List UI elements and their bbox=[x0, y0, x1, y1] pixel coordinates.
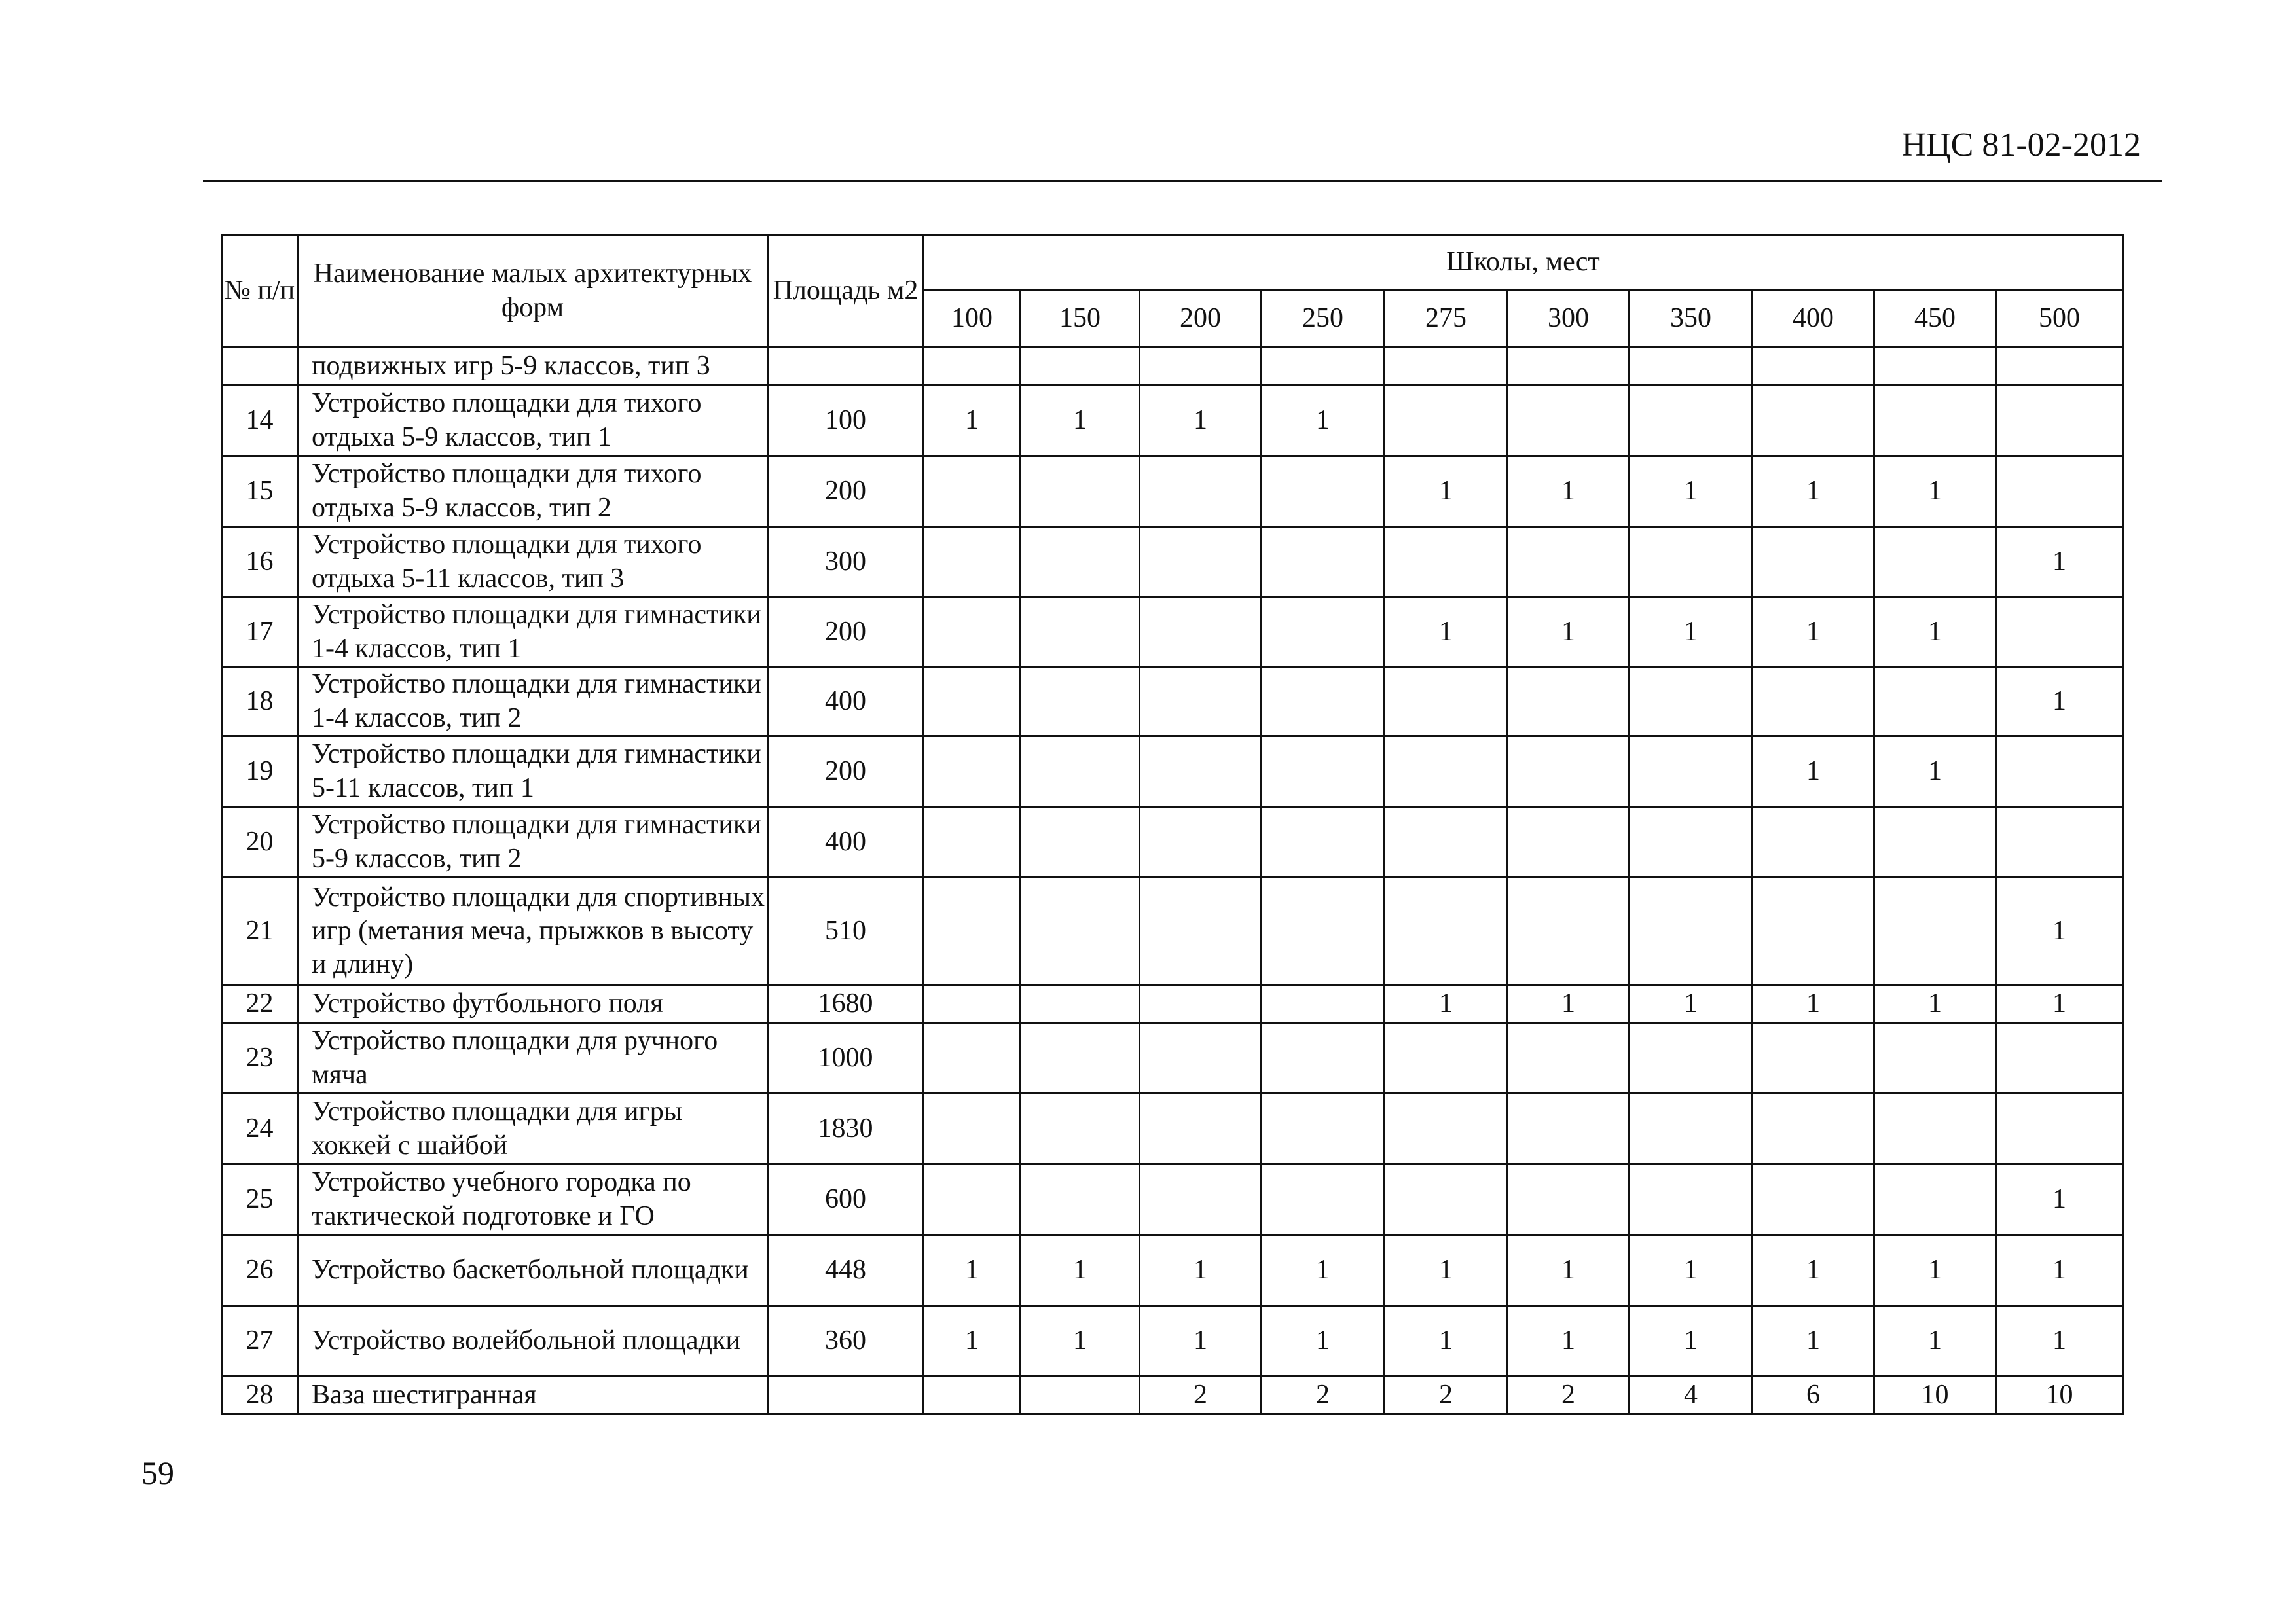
row-value-cell: 1 bbox=[1874, 1235, 1996, 1306]
row-value-cell: 1 bbox=[1996, 878, 2123, 985]
row-area-cell: 360 bbox=[768, 1306, 924, 1377]
row-number-cell: 24 bbox=[222, 1094, 298, 1164]
row-value-cell bbox=[1262, 348, 1385, 386]
row-value-cell bbox=[1262, 878, 1385, 985]
row-name-cell: Устройство площадки для тихого отдыха 5-11 классов, тип 3 bbox=[298, 527, 768, 598]
row-value-cell: 1 bbox=[1262, 1306, 1385, 1377]
row-value-cell: 1 bbox=[1140, 1235, 1262, 1306]
row-value-cell bbox=[1385, 667, 1508, 736]
row-name-cell: Устройство площадки для гимнастики 1-4 классов, тип 1 bbox=[298, 598, 768, 667]
row-value-cell bbox=[1874, 386, 1996, 456]
row-value-cell: 1 bbox=[1385, 456, 1508, 527]
row-value-cell bbox=[1021, 598, 1140, 667]
row-value-cell: 6 bbox=[1753, 1377, 1874, 1415]
row-value-cell: 1 bbox=[1508, 985, 1630, 1023]
row-number-cell: 16 bbox=[222, 527, 298, 598]
row-value-cell bbox=[1753, 1094, 1874, 1164]
row-value-cell bbox=[924, 348, 1021, 386]
page-number: 59 bbox=[141, 1454, 174, 1491]
header-capacity: 500 bbox=[1996, 290, 2123, 348]
row-name-cell: Устройство баскетбольной площадки bbox=[298, 1235, 768, 1306]
row-value-cell bbox=[924, 807, 1021, 878]
table-row bbox=[222, 1235, 2123, 1306]
row-value-cell bbox=[1996, 1094, 2123, 1164]
row-area-cell: 100 bbox=[768, 386, 924, 456]
row-value-cell bbox=[924, 1094, 1021, 1164]
header-capacity: 450 bbox=[1874, 290, 1996, 348]
row-value-cell bbox=[1996, 386, 2123, 456]
row-value-cell: 4 bbox=[1630, 1377, 1753, 1415]
row-area-cell: 1680 bbox=[768, 985, 924, 1023]
header-capacity: 250 bbox=[1262, 290, 1385, 348]
row-area-cell: 1000 bbox=[768, 1023, 924, 1094]
row-number-cell: 20 bbox=[222, 807, 298, 878]
row-area-cell bbox=[768, 348, 924, 386]
row-area-cell: 600 bbox=[768, 1164, 924, 1235]
table-row bbox=[222, 598, 2123, 667]
header-num: № п/п bbox=[222, 235, 298, 348]
row-value-cell bbox=[1508, 807, 1630, 878]
row-value-cell bbox=[1874, 1164, 1996, 1235]
table-row bbox=[222, 807, 2123, 878]
header-schools: Школы, мест bbox=[924, 235, 2123, 290]
row-value-cell bbox=[1140, 456, 1262, 527]
row-value-cell: 10 bbox=[1874, 1377, 1996, 1415]
table-row bbox=[222, 736, 2123, 807]
row-value-cell bbox=[1140, 1164, 1262, 1235]
table-body bbox=[222, 348, 2123, 1415]
row-name-cell: Устройство площадки для гимнастики 1-4 классов, тип 2 bbox=[298, 667, 768, 736]
row-value-cell bbox=[1753, 667, 1874, 736]
row-value-cell bbox=[924, 598, 1021, 667]
header-capacity: 200 bbox=[1140, 290, 1262, 348]
row-number-cell: 28 bbox=[222, 1377, 298, 1415]
row-area-cell: 1830 bbox=[768, 1094, 924, 1164]
row-value-cell bbox=[1140, 348, 1262, 386]
row-value-cell: 2 bbox=[1140, 1377, 1262, 1415]
row-value-cell bbox=[1753, 878, 1874, 985]
row-value-cell bbox=[1140, 736, 1262, 807]
row-value-cell: 1 bbox=[1753, 598, 1874, 667]
row-value-cell bbox=[924, 527, 1021, 598]
row-value-cell bbox=[1385, 1094, 1508, 1164]
row-value-cell: 1 bbox=[1753, 456, 1874, 527]
row-value-cell: 1 bbox=[1385, 1235, 1508, 1306]
table-row bbox=[222, 985, 2123, 1023]
table-row bbox=[222, 1023, 2123, 1094]
row-value-cell bbox=[1262, 736, 1385, 807]
row-name-cell: Устройство учебного городка по тактической подготовке и ГО bbox=[298, 1164, 768, 1235]
row-value-cell bbox=[1508, 348, 1630, 386]
row-value-cell bbox=[1508, 1023, 1630, 1094]
row-number-cell: 17 bbox=[222, 598, 298, 667]
row-value-cell bbox=[1021, 878, 1140, 985]
row-value-cell bbox=[1630, 1094, 1753, 1164]
row-value-cell bbox=[1021, 667, 1140, 736]
header-capacity: 350 bbox=[1630, 290, 1753, 348]
row-value-cell: 1 bbox=[1630, 1306, 1753, 1377]
row-value-cell bbox=[1140, 807, 1262, 878]
row-value-cell: 1 bbox=[1996, 1164, 2123, 1235]
row-area-cell: 200 bbox=[768, 736, 924, 807]
row-value-cell bbox=[1262, 1094, 1385, 1164]
row-value-cell bbox=[1140, 985, 1262, 1023]
table-row bbox=[222, 1094, 2123, 1164]
row-value-cell bbox=[1262, 598, 1385, 667]
table-row bbox=[222, 1306, 2123, 1377]
row-value-cell: 1 bbox=[1021, 1235, 1140, 1306]
row-value-cell bbox=[1140, 878, 1262, 985]
row-name-cell: Ваза шестигранная bbox=[298, 1377, 768, 1415]
row-value-cell: 1 bbox=[924, 386, 1021, 456]
row-value-cell bbox=[1262, 1164, 1385, 1235]
row-area-cell: 448 bbox=[768, 1235, 924, 1306]
row-area-cell: 510 bbox=[768, 878, 924, 985]
document-code: НЦС 81-02-2012 bbox=[1901, 126, 2141, 164]
row-value-cell bbox=[1262, 456, 1385, 527]
row-value-cell: 1 bbox=[1140, 386, 1262, 456]
row-value-cell bbox=[1385, 1023, 1508, 1094]
row-value-cell bbox=[1508, 878, 1630, 985]
row-value-cell bbox=[1262, 1023, 1385, 1094]
row-value-cell bbox=[1385, 807, 1508, 878]
header-area: Площадь м2 bbox=[768, 235, 924, 348]
row-number-cell: 27 bbox=[222, 1306, 298, 1377]
row-value-cell bbox=[1630, 667, 1753, 736]
row-value-cell bbox=[1874, 667, 1996, 736]
row-value-cell bbox=[1630, 527, 1753, 598]
row-name-cell: Устройство площадки для спортивных игр (метания меча, прыжков в высоту и длину) bbox=[298, 878, 768, 985]
row-value-cell bbox=[1508, 667, 1630, 736]
row-value-cell: 1 bbox=[1630, 598, 1753, 667]
row-value-cell: 2 bbox=[1262, 1377, 1385, 1415]
table-row bbox=[222, 456, 2123, 527]
header-capacity: 275 bbox=[1385, 290, 1508, 348]
row-value-cell bbox=[1021, 527, 1140, 598]
row-value-cell bbox=[1874, 348, 1996, 386]
row-value-cell bbox=[1385, 348, 1508, 386]
row-value-cell bbox=[1262, 667, 1385, 736]
table-row bbox=[222, 527, 2123, 598]
row-value-cell bbox=[1140, 1094, 1262, 1164]
row-area-cell: 400 bbox=[768, 807, 924, 878]
row-value-cell: 1 bbox=[1262, 1235, 1385, 1306]
row-area-cell bbox=[768, 1377, 924, 1415]
row-value-cell bbox=[924, 985, 1021, 1023]
row-value-cell: 1 bbox=[1996, 527, 2123, 598]
row-value-cell bbox=[1021, 1377, 1140, 1415]
table-row bbox=[222, 348, 2123, 386]
header-capacity: 150 bbox=[1021, 290, 1140, 348]
header-capacity: 100 bbox=[924, 290, 1021, 348]
row-value-cell bbox=[1630, 736, 1753, 807]
row-name-cell: Устройство площадки для гимнастики 5-11 классов, тип 1 bbox=[298, 736, 768, 807]
row-value-cell bbox=[1140, 667, 1262, 736]
row-name-cell: Устройство площадки для тихого отдыха 5-9 классов, тип 1 bbox=[298, 386, 768, 456]
row-value-cell bbox=[1996, 1023, 2123, 1094]
row-value-cell: 1 bbox=[1996, 667, 2123, 736]
row-value-cell bbox=[924, 736, 1021, 807]
row-value-cell bbox=[1630, 807, 1753, 878]
row-value-cell bbox=[1508, 386, 1630, 456]
row-value-cell bbox=[1021, 736, 1140, 807]
row-value-cell: 1 bbox=[1996, 985, 2123, 1023]
row-number-cell: 18 bbox=[222, 667, 298, 736]
row-value-cell bbox=[1753, 807, 1874, 878]
small-architectural-forms-table bbox=[221, 234, 2124, 1415]
row-number-cell: 25 bbox=[222, 1164, 298, 1235]
row-number-cell: 19 bbox=[222, 736, 298, 807]
row-value-cell bbox=[1753, 386, 1874, 456]
row-value-cell bbox=[1874, 878, 1996, 985]
row-value-cell: 1 bbox=[1385, 1306, 1508, 1377]
row-value-cell: 1 bbox=[1753, 1306, 1874, 1377]
row-value-cell: 1 bbox=[1874, 456, 1996, 527]
row-area-cell: 300 bbox=[768, 527, 924, 598]
row-number-cell: 14 bbox=[222, 386, 298, 456]
row-value-cell bbox=[1874, 1094, 1996, 1164]
row-value-cell: 1 bbox=[1021, 1306, 1140, 1377]
row-value-cell: 1 bbox=[1996, 1235, 2123, 1306]
row-value-cell bbox=[1508, 1094, 1630, 1164]
row-value-cell bbox=[1630, 386, 1753, 456]
row-value-cell bbox=[1996, 807, 2123, 878]
row-value-cell: 1 bbox=[1874, 598, 1996, 667]
row-value-cell: 1 bbox=[1753, 736, 1874, 807]
row-area-cell: 400 bbox=[768, 667, 924, 736]
header-capacity: 300 bbox=[1508, 290, 1630, 348]
row-value-cell bbox=[1508, 736, 1630, 807]
row-value-cell bbox=[1021, 1023, 1140, 1094]
row-value-cell bbox=[1874, 807, 1996, 878]
row-name-cell: Устройство волейбольной площадки bbox=[298, 1306, 768, 1377]
row-name-cell: Устройство площадки для тихого отдыха 5-9 классов, тип 2 bbox=[298, 456, 768, 527]
row-value-cell bbox=[1140, 1023, 1262, 1094]
row-value-cell bbox=[1262, 807, 1385, 878]
row-value-cell bbox=[1385, 878, 1508, 985]
row-name-cell: подвижных игр 5-9 классов, тип 3 bbox=[298, 348, 768, 386]
row-area-cell: 200 bbox=[768, 456, 924, 527]
row-area-cell: 200 bbox=[768, 598, 924, 667]
row-value-cell bbox=[924, 1377, 1021, 1415]
row-value-cell bbox=[1508, 527, 1630, 598]
row-value-cell bbox=[1140, 598, 1262, 667]
table-row bbox=[222, 1377, 2123, 1415]
row-value-cell bbox=[1753, 348, 1874, 386]
row-value-cell: 1 bbox=[1262, 386, 1385, 456]
row-value-cell bbox=[1996, 456, 2123, 527]
row-value-cell bbox=[1262, 527, 1385, 598]
row-name-cell: Устройство футбольного поля bbox=[298, 985, 768, 1023]
row-number-cell: 23 bbox=[222, 1023, 298, 1094]
row-value-cell bbox=[1021, 1094, 1140, 1164]
row-value-cell bbox=[924, 1023, 1021, 1094]
row-value-cell: 1 bbox=[1753, 985, 1874, 1023]
row-value-cell: 1 bbox=[1385, 598, 1508, 667]
table-row bbox=[222, 386, 2123, 456]
row-number-cell: 26 bbox=[222, 1235, 298, 1306]
row-name-cell: Устройство площадки для игры хоккей с шайбой bbox=[298, 1094, 768, 1164]
row-value-cell: 1 bbox=[924, 1235, 1021, 1306]
row-value-cell bbox=[1385, 527, 1508, 598]
row-value-cell: 1 bbox=[1874, 736, 1996, 807]
row-value-cell bbox=[1753, 1023, 1874, 1094]
row-number-cell: 21 bbox=[222, 878, 298, 985]
table-row bbox=[222, 667, 2123, 736]
row-number-cell bbox=[222, 348, 298, 386]
row-value-cell: 1 bbox=[1021, 386, 1140, 456]
row-value-cell: 1 bbox=[1508, 598, 1630, 667]
row-value-cell bbox=[1262, 985, 1385, 1023]
row-name-cell: Устройство площадки для гимнастики 5-9 классов, тип 2 bbox=[298, 807, 768, 878]
row-value-cell: 1 bbox=[1508, 456, 1630, 527]
row-value-cell: 1 bbox=[924, 1306, 1021, 1377]
row-value-cell: 1 bbox=[1630, 985, 1753, 1023]
row-value-cell bbox=[1753, 1164, 1874, 1235]
row-value-cell bbox=[1508, 1164, 1630, 1235]
row-value-cell bbox=[1021, 807, 1140, 878]
row-value-cell bbox=[1021, 348, 1140, 386]
row-value-cell bbox=[1630, 348, 1753, 386]
row-value-cell bbox=[1874, 1023, 1996, 1094]
row-value-cell bbox=[1630, 878, 1753, 985]
row-value-cell bbox=[1630, 1164, 1753, 1235]
row-value-cell bbox=[1021, 456, 1140, 527]
row-value-cell: 2 bbox=[1508, 1377, 1630, 1415]
row-value-cell bbox=[1385, 736, 1508, 807]
row-value-cell bbox=[924, 1164, 1021, 1235]
row-value-cell bbox=[1140, 527, 1262, 598]
row-value-cell: 1 bbox=[1630, 1235, 1753, 1306]
header-name: Наименование малых архитектурных форм bbox=[298, 235, 768, 348]
header-rule bbox=[203, 180, 2162, 182]
row-value-cell bbox=[924, 878, 1021, 985]
row-number-cell: 22 bbox=[222, 985, 298, 1023]
row-number-cell: 15 bbox=[222, 456, 298, 527]
row-value-cell: 1 bbox=[1508, 1235, 1630, 1306]
row-value-cell bbox=[1996, 598, 2123, 667]
row-value-cell bbox=[1385, 1164, 1508, 1235]
header-capacity: 400 bbox=[1753, 290, 1874, 348]
row-value-cell bbox=[1753, 527, 1874, 598]
row-value-cell: 1 bbox=[1508, 1306, 1630, 1377]
row-value-cell bbox=[924, 456, 1021, 527]
row-value-cell: 1 bbox=[1753, 1235, 1874, 1306]
table-row bbox=[222, 878, 2123, 985]
row-value-cell: 1 bbox=[1140, 1306, 1262, 1377]
row-value-cell: 1 bbox=[1874, 985, 1996, 1023]
row-value-cell bbox=[1874, 527, 1996, 598]
row-value-cell: 1 bbox=[1874, 1306, 1996, 1377]
row-value-cell bbox=[1021, 985, 1140, 1023]
header-row-top bbox=[222, 235, 2123, 290]
row-value-cell bbox=[1996, 736, 2123, 807]
row-value-cell bbox=[1385, 386, 1508, 456]
row-value-cell: 10 bbox=[1996, 1377, 2123, 1415]
table-row bbox=[222, 1164, 2123, 1235]
row-value-cell bbox=[1996, 348, 2123, 386]
row-value-cell bbox=[1021, 1164, 1140, 1235]
row-name-cell: Устройство площадки для ручного мяча bbox=[298, 1023, 768, 1094]
row-value-cell bbox=[924, 667, 1021, 736]
row-value-cell: 1 bbox=[1630, 456, 1753, 527]
row-value-cell: 1 bbox=[1385, 985, 1508, 1023]
row-value-cell bbox=[1630, 1023, 1753, 1094]
row-value-cell: 2 bbox=[1385, 1377, 1508, 1415]
row-value-cell: 1 bbox=[1996, 1306, 2123, 1377]
